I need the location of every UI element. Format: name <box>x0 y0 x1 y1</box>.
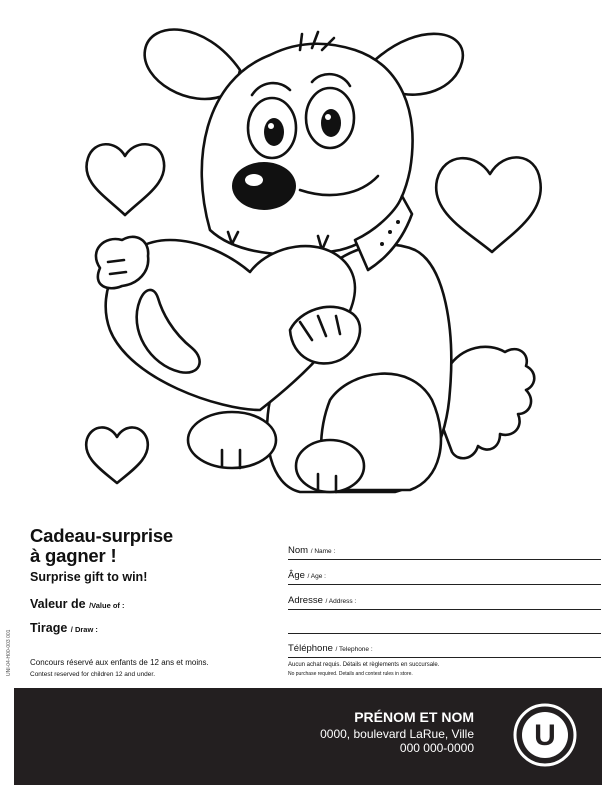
title-line-1: Cadeau-surprise <box>30 525 173 546</box>
address-field[interactable] <box>288 595 601 610</box>
age-label-fr: Âge <box>288 570 305 581</box>
heart-bottom-left <box>86 427 148 483</box>
store-phone: 000 000-0000 <box>399 741 474 755</box>
rules-french: Concours réservé aux enfants de 12 ans et moins. <box>30 658 209 667</box>
address-label-fr: Adresse <box>288 595 323 606</box>
contest-title <box>30 526 173 566</box>
draw-label-fr: Tirage <box>30 621 68 635</box>
title-line-2: à gagner ! <box>30 545 117 566</box>
rules-english: Contest reserved for children 12 and under. <box>30 671 156 678</box>
heart-right <box>436 157 541 252</box>
value-label <box>30 597 125 611</box>
name-label-fr: Nom <box>288 545 309 556</box>
dog-foot-left <box>188 412 276 468</box>
age-label-en: / Age : <box>307 573 326 580</box>
name-label-en: / Name : <box>310 548 336 555</box>
phone-label-fr: Téléphone <box>288 643 333 654</box>
draw-label <box>30 621 98 635</box>
store-footer <box>14 688 602 785</box>
heart-top-left <box>86 144 164 215</box>
name-field[interactable] <box>288 545 601 560</box>
disclaimer-english: No purchase required. Details and contest rules in store. <box>288 671 413 677</box>
value-label-en: /Value of : <box>89 601 125 610</box>
address-label-en: / Address : <box>325 598 357 605</box>
age-field[interactable] <box>288 570 601 585</box>
dog-tail <box>440 347 534 458</box>
store-logo-icon <box>512 702 578 768</box>
value-label-fr: Valeur de <box>30 597 86 611</box>
store-address: 0000, boulevard LaRue, Ville <box>320 727 474 741</box>
side-code: UNI-04-H00-003 001 <box>6 629 12 676</box>
dog-foot-right <box>296 440 364 492</box>
phone-field[interactable] <box>288 643 601 658</box>
logo-letter: U <box>534 719 556 752</box>
contest-subtitle: Surprise gift to win! <box>30 570 148 584</box>
store-name: PRÉNOM ET NOM <box>354 709 474 725</box>
draw-label-en: / Draw : <box>70 625 98 634</box>
disclaimer-french: Aucun achat requis. Détails et règlements en succursale. <box>288 662 440 668</box>
phone-label-en: / Telephone : <box>335 646 373 653</box>
address-line-2[interactable] <box>288 632 601 634</box>
dog-nose <box>232 162 296 210</box>
